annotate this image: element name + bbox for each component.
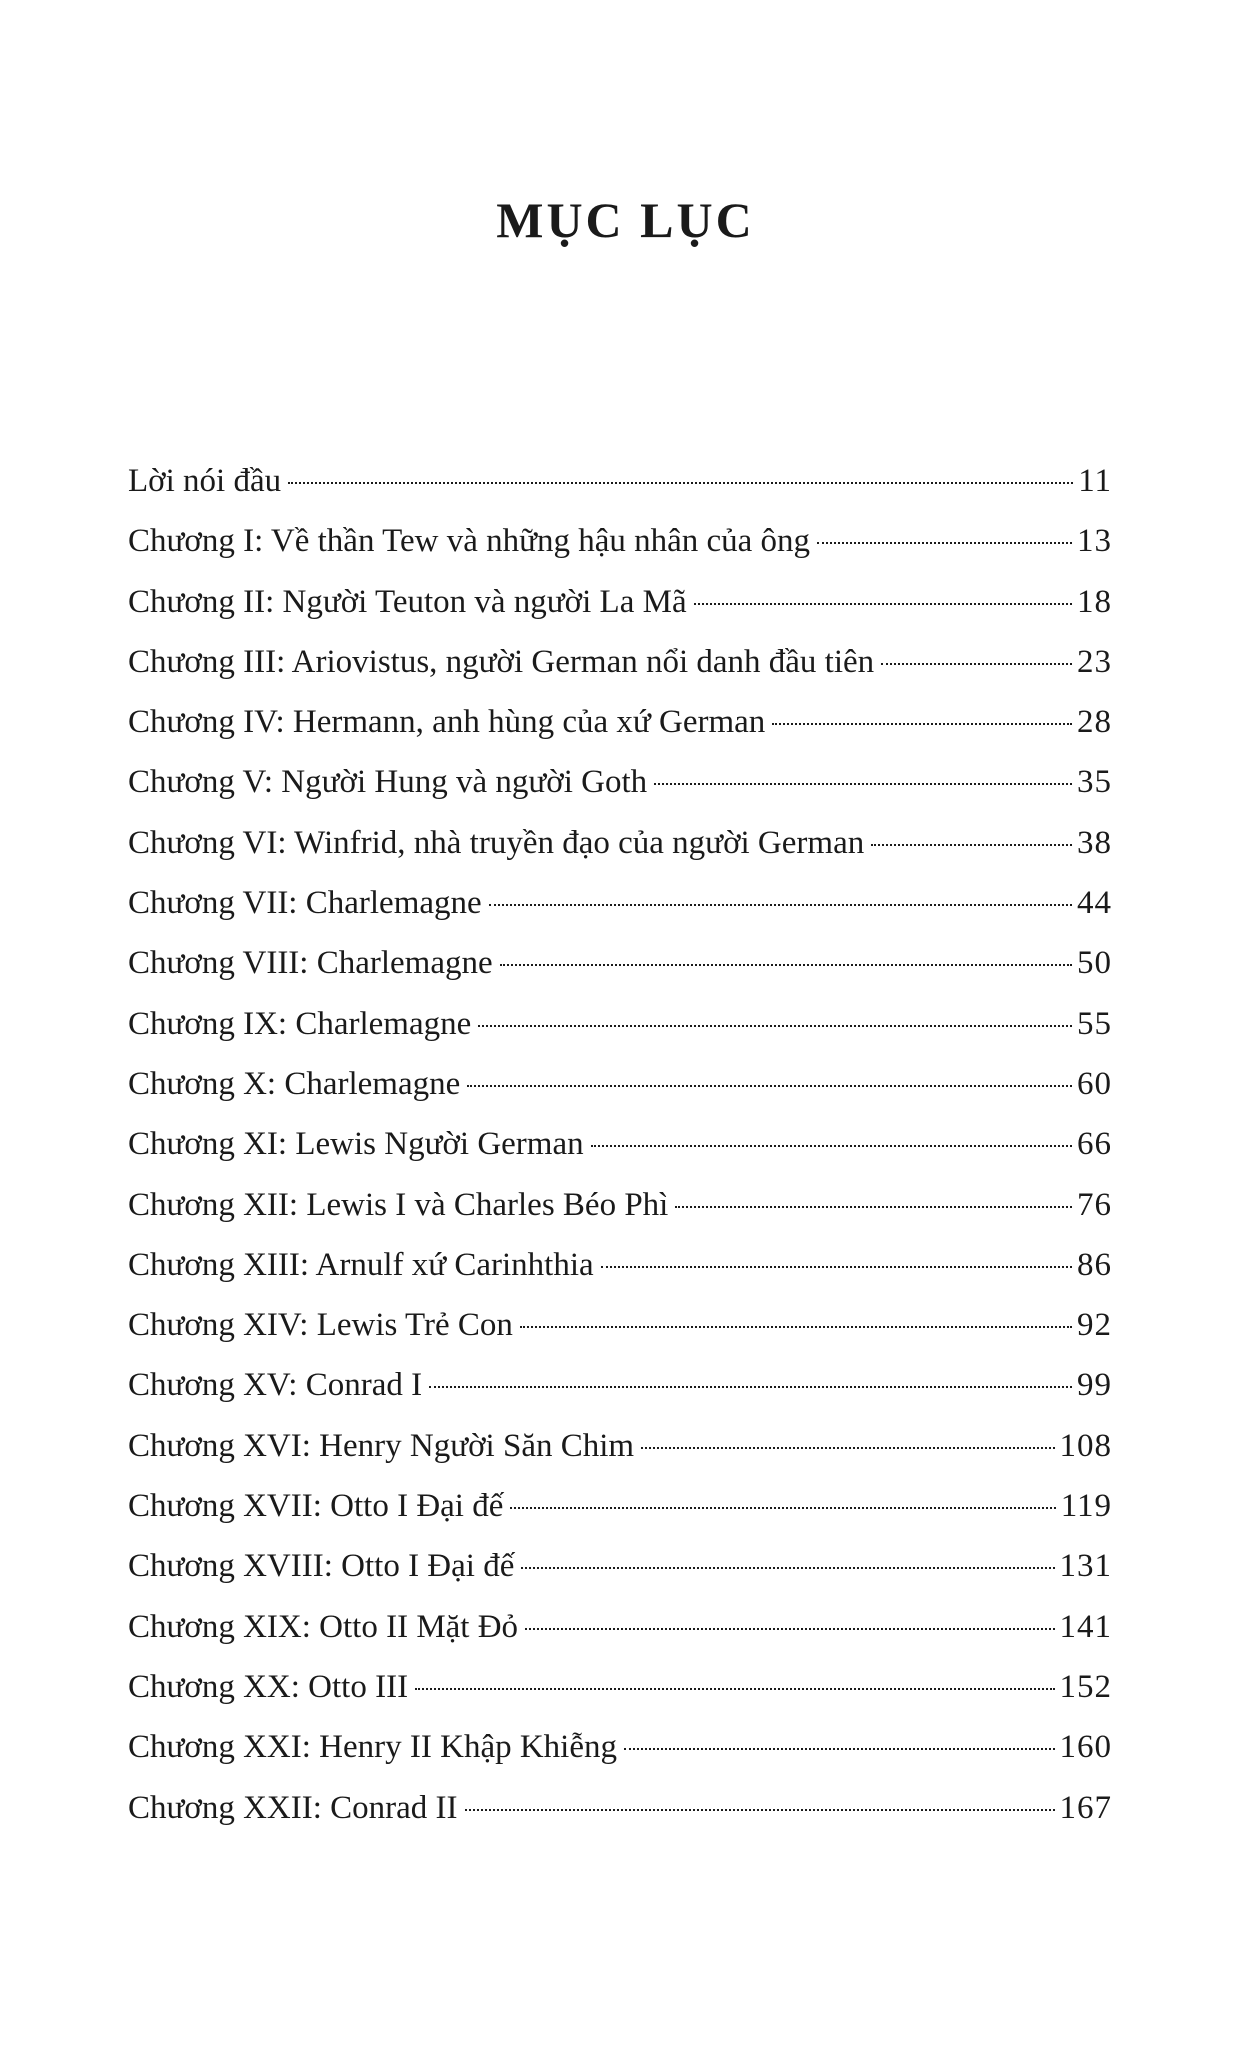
dot-leader — [510, 1507, 1055, 1509]
toc-entry-label: Chương XIV: Lewis Trẻ Con — [128, 1307, 513, 1344]
toc-entry-page-number: 108 — [1059, 1427, 1112, 1464]
toc-entry-page-number: 160 — [1059, 1729, 1112, 1766]
toc-entry-page-number: 76 — [1077, 1186, 1112, 1223]
dot-leader — [415, 1688, 1054, 1690]
dot-leader — [478, 1025, 1072, 1027]
toc-entry-label: Chương XIX: Otto II Mặt Đỏ — [128, 1608, 519, 1645]
table-of-contents — [128, 451, 1112, 1838]
page-title: MỤC LỤC — [496, 192, 755, 248]
toc-entry-label: Chương XVII: Otto I Đại đế — [128, 1488, 504, 1525]
toc-entry-page-number: 44 — [1077, 885, 1112, 922]
toc-entry — [128, 1054, 1112, 1114]
toc-entry-page-number: 86 — [1077, 1246, 1112, 1283]
toc-entry-page-number: 92 — [1077, 1307, 1112, 1344]
toc-entry-label: Chương XXII: Conrad II — [128, 1789, 458, 1826]
toc-entry-page-number: 55 — [1077, 1005, 1112, 1042]
dot-leader — [694, 603, 1072, 605]
toc-entry-page-number: 99 — [1077, 1367, 1112, 1404]
toc-entry-label: Chương VI: Winfrid, nhà truyền đạo của người German — [128, 824, 865, 861]
dot-leader — [288, 482, 1073, 484]
dot-leader — [601, 1266, 1072, 1268]
dot-leader — [881, 663, 1072, 665]
toc-entry-label: Chương V: Người Hung và người Goth — [128, 764, 648, 801]
toc-entry — [128, 994, 1112, 1054]
toc-entry-page-number: 13 — [1077, 523, 1112, 560]
dot-leader — [675, 1206, 1072, 1208]
toc-entry-label: Chương I: Về thần Tew và những hậu nhân của ông — [128, 523, 811, 560]
toc-entry-label: Chương VII: Charlemagne — [128, 885, 482, 922]
dot-leader — [654, 783, 1072, 785]
dot-leader — [520, 1326, 1072, 1328]
toc-entry-page-number: 131 — [1059, 1548, 1112, 1585]
dot-leader — [641, 1447, 1054, 1449]
toc-entry-label: Chương III: Ariovistus, người German nổi danh đầu tiên — [128, 643, 875, 680]
dot-leader — [429, 1386, 1072, 1388]
toc-entry-page-number: 60 — [1077, 1065, 1112, 1102]
toc-entry-label: Chương XV: Conrad I — [128, 1367, 423, 1404]
toc-entry — [128, 511, 1112, 571]
dot-leader — [489, 904, 1072, 906]
toc-entry-page-number: 28 — [1077, 704, 1112, 741]
toc-entry-page-number: 152 — [1059, 1668, 1112, 1705]
dot-leader — [591, 1145, 1072, 1147]
toc-entry — [128, 572, 1112, 632]
toc-entry — [128, 1597, 1112, 1657]
toc-entry — [128, 632, 1112, 692]
dot-leader — [465, 1809, 1055, 1811]
toc-entry-label: Chương XII: Lewis I và Charles Béo Phì — [128, 1186, 669, 1223]
toc-entry — [128, 1235, 1112, 1295]
toc-entry — [128, 1717, 1112, 1777]
toc-entry-label: Chương XIII: Arnulf xứ Carinhthia — [128, 1246, 594, 1283]
toc-entry-label: Chương VIII: Charlemagne — [128, 945, 493, 982]
toc-entry-label: Chương II: Người Teuton và người La Mã — [128, 583, 687, 620]
toc-entry — [128, 1778, 1112, 1838]
toc-entry-label: Chương XX: Otto III — [128, 1668, 409, 1705]
toc-entry — [128, 451, 1112, 511]
toc-entry-label: Chương XXI: Henry II Khập Khiễng — [128, 1729, 617, 1766]
dot-leader — [525, 1628, 1054, 1630]
toc-entry — [128, 1175, 1112, 1235]
toc-entry — [128, 873, 1112, 933]
toc-entry-label: Chương IV: Hermann, anh hùng của xứ German — [128, 704, 766, 741]
toc-entry-label: Chương X: Charlemagne — [128, 1065, 461, 1102]
toc-entry-page-number: 66 — [1077, 1126, 1112, 1163]
toc-entry-page-number: 18 — [1077, 583, 1112, 620]
toc-entry-page-number: 141 — [1059, 1608, 1112, 1645]
toc-entry-label: Chương XVIII: Otto I Đại đế — [128, 1548, 515, 1585]
toc-entry — [128, 752, 1112, 812]
dot-leader — [871, 844, 1072, 846]
toc-entry — [128, 1355, 1112, 1415]
toc-entry-page-number: 38 — [1077, 824, 1112, 861]
dot-leader — [817, 542, 1072, 544]
toc-entry-page-number: 167 — [1059, 1789, 1112, 1826]
dot-leader — [467, 1085, 1072, 1087]
toc-entry — [128, 813, 1112, 873]
toc-entry-page-number: 23 — [1077, 643, 1112, 680]
toc-entry — [128, 933, 1112, 993]
toc-entry-label: Lời nói đầu — [128, 463, 282, 499]
toc-entry — [128, 1114, 1112, 1174]
dot-leader — [624, 1748, 1055, 1750]
toc-entry-label: Chương XVI: Henry Người Săn Chim — [128, 1427, 635, 1464]
toc-entry — [128, 1295, 1112, 1355]
toc-entry-page-number: 11 — [1078, 463, 1112, 499]
toc-entry — [128, 1536, 1112, 1596]
toc-entry-page-number: 119 — [1060, 1488, 1112, 1525]
toc-entry — [128, 692, 1112, 752]
toc-entry — [128, 1476, 1112, 1536]
toc-entry-page-number: 35 — [1077, 764, 1112, 801]
toc-entry — [128, 1657, 1112, 1717]
dot-leader — [500, 964, 1072, 966]
toc-entry-page-number: 50 — [1077, 945, 1112, 982]
dot-leader — [521, 1567, 1054, 1569]
toc-entry-label: Chương IX: Charlemagne — [128, 1005, 472, 1042]
dot-leader — [772, 723, 1072, 725]
toc-entry-label: Chương XI: Lewis Người German — [128, 1126, 584, 1163]
toc-entry — [128, 1416, 1112, 1476]
